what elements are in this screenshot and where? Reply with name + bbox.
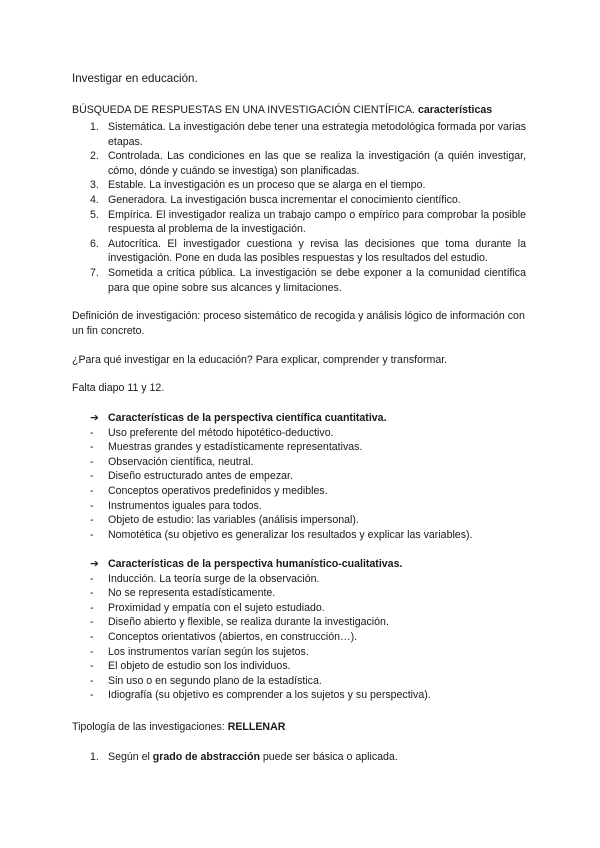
list-number: 5. — [90, 208, 99, 221]
list-item — [72, 149, 526, 178]
list-item-text: Generadora. La investigación busca incrementar el conocimiento científico. — [108, 193, 461, 206]
list-item — [72, 120, 526, 149]
dash-bullet: - — [90, 441, 94, 454]
list-item-text: Objeto de estudio: las variables (análisis impersonal). — [108, 514, 359, 527]
list-number: 1. — [90, 121, 99, 133]
dash-bullet: - — [90, 484, 94, 497]
list-item-text: Conceptos orientativos (abiertos, en construcción…). — [108, 630, 358, 643]
list-item-text: Proximidad y empatía con el sujeto estudiado. — [108, 601, 325, 614]
definition-paragraph: Definición de investigación: proceso sistemático de recogida y análisis lógico de información con un fin concreto. — [72, 310, 525, 337]
list-item — [72, 237, 526, 266]
list-item-text: Diseño estructurado antes de empezar. — [108, 470, 293, 483]
list-item — [72, 513, 526, 528]
dash-bullet: - — [90, 674, 94, 687]
typology-line — [72, 720, 285, 735]
list-item — [72, 630, 526, 645]
list-item-text: Instrumentos iguales para todos. — [108, 499, 262, 512]
list-item-text: Sin uso o en segundo plano de la estadística. — [108, 674, 322, 687]
list-item — [72, 659, 526, 674]
quantitative-heading — [72, 411, 526, 426]
dash-bullet: - — [90, 528, 94, 541]
list-number: 6. — [90, 237, 99, 250]
dash-bullet: - — [90, 630, 94, 643]
list-item — [72, 178, 526, 193]
quantitative-heading-text: Características de la perspectiva científica cuantitativa. — [108, 412, 387, 424]
list-item-text: Observación científica, neutral. — [108, 455, 254, 468]
list-item-text: Muestras grandes y estadísticamente representativas. — [108, 441, 363, 454]
typology-label: Tipología de las investigaciones: — [72, 721, 225, 733]
list-item-text: Empírica. El investigador realiza un trabajo campo o empírico para comprobar la posible respuesta al problema de la investigación. — [108, 208, 526, 236]
dash-bullet: - — [90, 616, 94, 629]
list-item — [72, 688, 526, 703]
arrow-icon: ➔ — [90, 412, 99, 424]
list-item-text: Controlada. Las condiciones en las que se realiza la investigación (a quién investigar, cómo, dónde y cuándo se investiga) son planificadas. — [108, 150, 526, 177]
list-item-text: Autocrítica. El investigador cuestiona y revisa las decisiones que toma durante la investigación. Pone en duda las posibles respuestas y los resultados del estudio. — [108, 237, 526, 265]
list-item-text: Sometida a crítica pública. La investigación se debe exponer a la comunidad científica para que opine sobre sus alcances y limitaciones. — [108, 266, 526, 294]
question-paragraph: ¿Para qué investigar en la educación? Para explicar, comprender y transformar. — [72, 354, 448, 366]
list-item-text: Uso preferente del método hipotético-deductivo. — [108, 426, 334, 439]
list-item-text: Inducción. La teoría surge de la observación. — [108, 572, 320, 585]
dash-bullet: - — [90, 587, 94, 600]
list-number: 4. — [90, 193, 99, 206]
list-item — [72, 499, 526, 514]
list-item — [72, 266, 526, 295]
list-number: 7. — [90, 266, 99, 279]
list-item — [72, 586, 526, 601]
abstraction-bold: grado de abstracción — [152, 751, 260, 763]
list-item — [72, 572, 526, 587]
abstraction-before: Según el — [108, 751, 150, 763]
list-number: 2. — [90, 150, 99, 163]
dash-bullet: - — [90, 455, 94, 468]
quantitative-list — [72, 426, 526, 543]
section-heading-bold: características — [417, 104, 493, 116]
list-item — [72, 193, 526, 208]
dash-bullet: - — [90, 572, 94, 585]
qualitative-list — [72, 572, 526, 703]
dash-bullet: - — [90, 689, 94, 702]
dash-bullet: - — [90, 499, 94, 512]
list-item-text: Sistemática. La investigación debe tener una estrategia metodológica formada por varias etapas. — [108, 121, 526, 148]
dash-bullet: - — [90, 601, 94, 614]
list-item-text: Conceptos operativos predefinidos y medibles. — [108, 484, 328, 497]
list-item — [72, 484, 526, 499]
list-item — [72, 469, 526, 484]
qualitative-section — [72, 557, 526, 703]
dash-bullet: - — [90, 470, 94, 483]
list-item — [72, 455, 526, 470]
list-item-text: Idiografía (su objetivo es comprender a los sujetos y su perspectiva). — [108, 689, 431, 702]
section-heading — [72, 103, 492, 118]
qualitative-heading-text: Características de la perspectiva humanístico-cualitativas. — [108, 558, 403, 570]
arrow-icon: ➔ — [90, 558, 99, 570]
list-item — [72, 645, 526, 660]
qualitative-heading — [72, 557, 526, 572]
list-item — [72, 426, 526, 441]
dash-bullet: - — [90, 645, 94, 658]
list-number: 1. — [90, 751, 99, 763]
quantitative-section — [72, 411, 526, 542]
list-item-text: Los instrumentos varían según los sujetos. — [108, 645, 309, 658]
dash-bullet: - — [90, 426, 94, 439]
list-number: 3. — [90, 179, 99, 192]
dash-bullet: - — [90, 660, 94, 673]
section-heading-text: BÚSQUEDA DE RESPUESTAS EN UNA INVESTIGACIÓN CIENTÍFICA. — [72, 104, 415, 116]
abstraction-after: puede ser básica o aplicada. — [262, 751, 398, 763]
list-item — [72, 674, 526, 689]
list-item — [72, 615, 526, 630]
abstraction-item — [72, 750, 398, 765]
properties-list — [72, 120, 526, 295]
list-item — [72, 528, 526, 543]
list-item — [72, 440, 526, 455]
list-item-text: Nomotética (su objetivo es generalizar los resultados y explicar las variables). — [108, 528, 473, 541]
list-item-text: El objeto de estudio son los individuos. — [108, 660, 291, 673]
typology-bold: RELLENAR — [227, 721, 286, 733]
list-item-text: Estable. La investigación es un proceso que se alarga en el tiempo. — [108, 179, 426, 192]
list-item — [72, 208, 526, 237]
dash-bullet: - — [90, 514, 94, 527]
document-title: Investigar en educación. — [72, 72, 198, 85]
list-item — [72, 601, 526, 616]
list-item-text: Diseño abierto y flexible, se realiza durante la investigación. — [108, 616, 389, 629]
list-item-text: No se representa estadísticamente. — [108, 587, 276, 600]
note-paragraph: Falta diapo 11 y 12. — [72, 382, 165, 394]
